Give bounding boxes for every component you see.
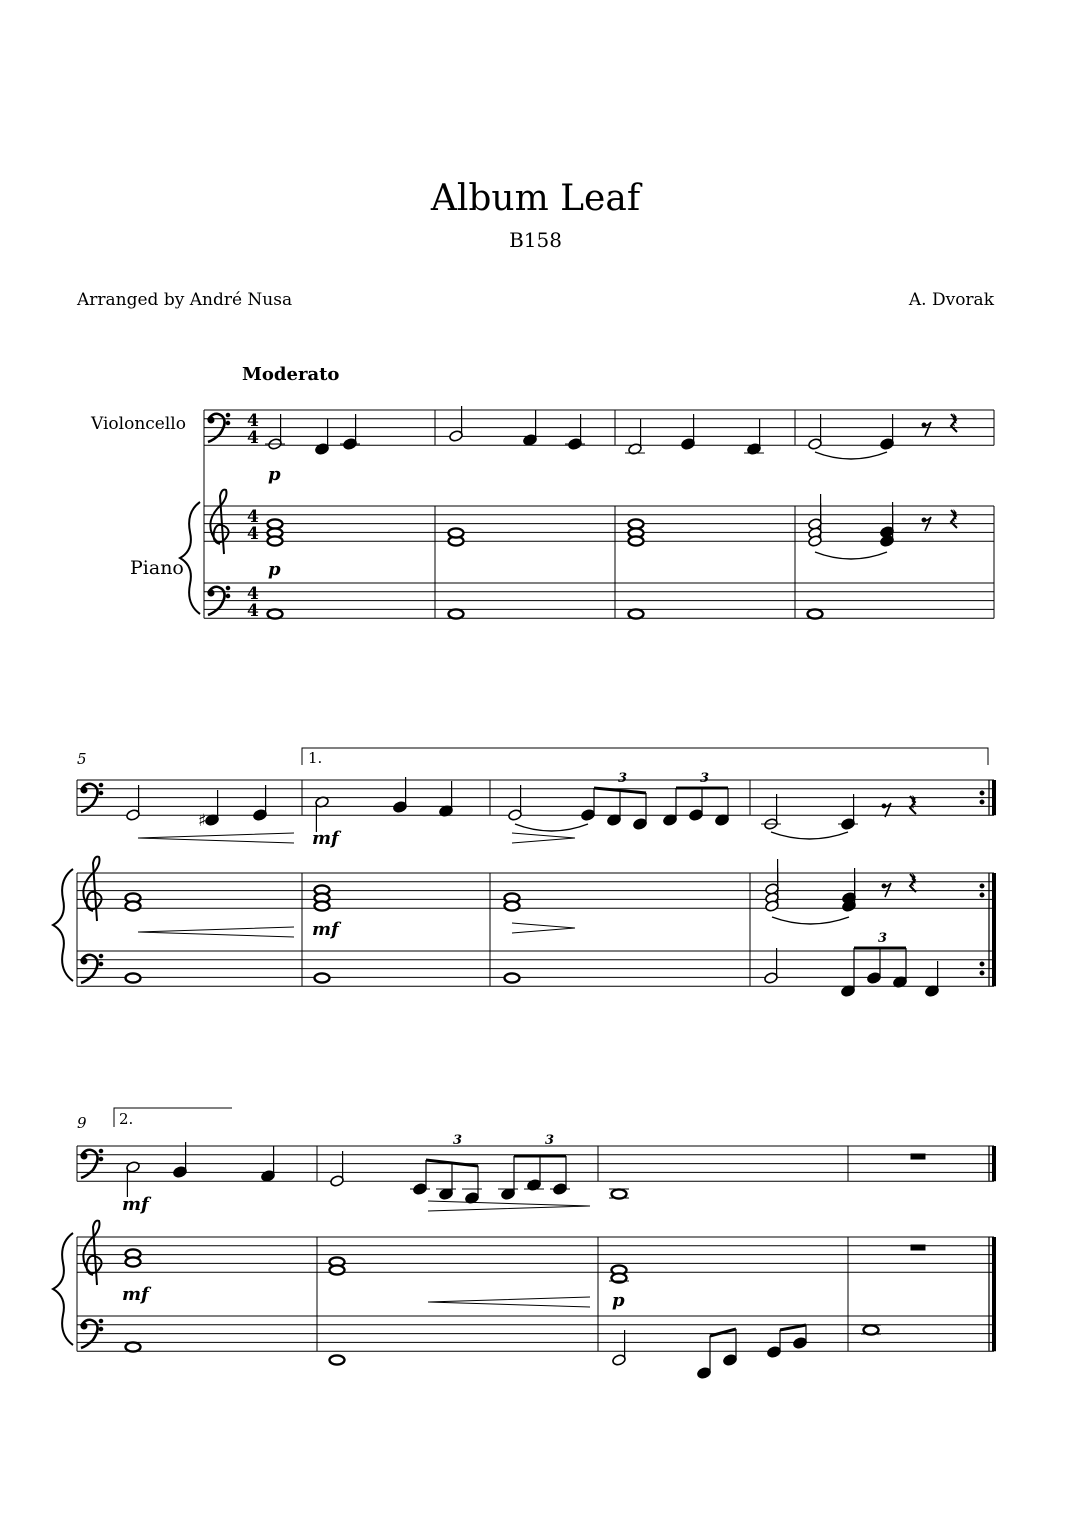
treble-clef (210, 490, 228, 554)
repeat-dot (980, 893, 984, 897)
repeat-dot (980, 971, 984, 975)
bass-clef-dot (226, 421, 230, 425)
score-title: Album Leaf (430, 178, 641, 219)
bass-clef-dot (81, 958, 87, 964)
quarter-note (581, 809, 596, 822)
arranger-credit: Arranged by André Nusa (77, 290, 293, 310)
dynamic-mf: mf (312, 828, 339, 849)
sharp-accidental: ♯ (198, 811, 207, 831)
whole-note (808, 609, 823, 618)
repeat-dot (980, 800, 984, 804)
quarter-note (867, 972, 882, 985)
whole-note (126, 901, 141, 910)
eighth-rest-dot (922, 423, 926, 427)
time-signature-top: 4 (247, 507, 259, 527)
tie (515, 824, 588, 831)
dynamic-p: p (268, 559, 281, 580)
dynamic-p: p (268, 464, 281, 485)
piano-brace (53, 869, 73, 981)
whole-note (864, 1325, 879, 1334)
bass-clef-dot (81, 1323, 87, 1329)
bass-clef-dot (226, 413, 230, 417)
piano-brace (53, 1233, 73, 1345)
diminuendo-hairpin (512, 833, 575, 843)
whole-rest (911, 1245, 925, 1250)
tie (772, 917, 849, 924)
quarter-rest: 𝄽 (951, 409, 958, 434)
whole-note (126, 1342, 141, 1351)
bass-clef-dot (208, 417, 214, 423)
time-signature-top: 4 (247, 584, 259, 604)
time-signature-bottom: 4 (247, 524, 259, 544)
time-signature-bottom: 4 (247, 601, 259, 621)
whole-note (505, 973, 520, 982)
bass-clef-dot (99, 1319, 103, 1323)
bass-clef-dot (99, 962, 103, 966)
whole-note (268, 536, 283, 545)
tuplet-label: 3 (878, 931, 888, 946)
repeat-dot (980, 791, 984, 795)
tempo-marking: Moderato (242, 364, 340, 385)
volta-bracket (302, 748, 988, 765)
measure-number: 5 (77, 750, 87, 768)
whole-note (449, 528, 464, 537)
bass-clef-dot (99, 791, 103, 795)
whole-note (505, 901, 520, 910)
bass-clef-dot (99, 1149, 103, 1153)
repeat-dot (980, 884, 984, 888)
treble-clef (83, 857, 101, 921)
diminuendo-hairpin (428, 1201, 590, 1211)
quarter-note (439, 1188, 454, 1201)
whole-note (449, 609, 464, 618)
time-signature-top: 4 (247, 411, 259, 431)
quarter-note (793, 1337, 808, 1350)
whole-note (629, 536, 644, 545)
time-signature-bottom: 4 (247, 428, 259, 448)
eighth-rest-dot (882, 884, 886, 888)
crescendo-hairpin (138, 927, 294, 937)
piano-brace (180, 502, 200, 614)
quarter-rest: 𝄽 (910, 869, 917, 894)
whole-note (330, 1265, 345, 1274)
crescendo-hairpin (138, 833, 294, 843)
quarter-note (633, 818, 648, 831)
repeat-dot (980, 962, 984, 966)
whole-note (126, 1257, 141, 1266)
eighth-rest-dot (882, 804, 886, 808)
quarter-note (767, 1346, 782, 1359)
eighth-rest-dot (922, 518, 926, 522)
tie (815, 452, 887, 459)
bass-clef-dot (226, 586, 230, 590)
bass-clef-dot (208, 590, 214, 596)
dynamic-mf: mf (122, 1284, 149, 1305)
crescendo-hairpin (428, 1297, 590, 1307)
instrument-label-cello: Violoncello (91, 414, 186, 434)
measure-number: 9 (77, 1114, 87, 1132)
whole-rest (911, 1154, 925, 1159)
instrument-label-piano: Piano (130, 557, 184, 579)
dynamic-p: p (612, 1290, 625, 1311)
tuplet-label: 3 (545, 1133, 555, 1148)
dynamic-mf: mf (312, 919, 339, 940)
quarter-rest: 𝄽 (910, 791, 917, 816)
bass-clef-dot (99, 1157, 103, 1161)
volta-label: 2. (119, 1110, 134, 1128)
whole-note (268, 609, 283, 618)
whole-note (126, 973, 141, 982)
tie (815, 552, 887, 559)
beam (710, 1329, 736, 1336)
bass-clef-dot (81, 787, 87, 793)
dynamic-mf: mf (122, 1194, 149, 1215)
tuplet-label: 3 (700, 771, 710, 786)
tie (771, 832, 848, 839)
score-subtitle: B158 (509, 228, 562, 252)
quarter-note (697, 1367, 712, 1380)
whole-note (315, 973, 330, 982)
beam (780, 1325, 806, 1330)
quarter-note (723, 1354, 738, 1367)
treble-clef (83, 1221, 101, 1285)
quarter-note (689, 809, 704, 822)
whole-note (315, 901, 330, 910)
bass-clef-dot (99, 954, 103, 958)
bass-clef-dot (99, 1327, 103, 1331)
bass-clef-dot (226, 594, 230, 598)
bass-clef-dot (81, 1153, 87, 1159)
tuplet-label: 3 (618, 771, 628, 786)
tuplet-label: 3 (453, 1133, 463, 1148)
whole-note (612, 1189, 627, 1198)
composer-credit: A. Dvorak (908, 290, 994, 310)
whole-note (629, 609, 644, 618)
quarter-rest: 𝄽 (951, 505, 958, 530)
volta-label: 1. (308, 749, 323, 767)
bass-clef-dot (99, 783, 103, 787)
quarter-note (501, 1188, 516, 1201)
diminuendo-hairpin (512, 923, 575, 933)
whole-note (330, 1355, 345, 1364)
